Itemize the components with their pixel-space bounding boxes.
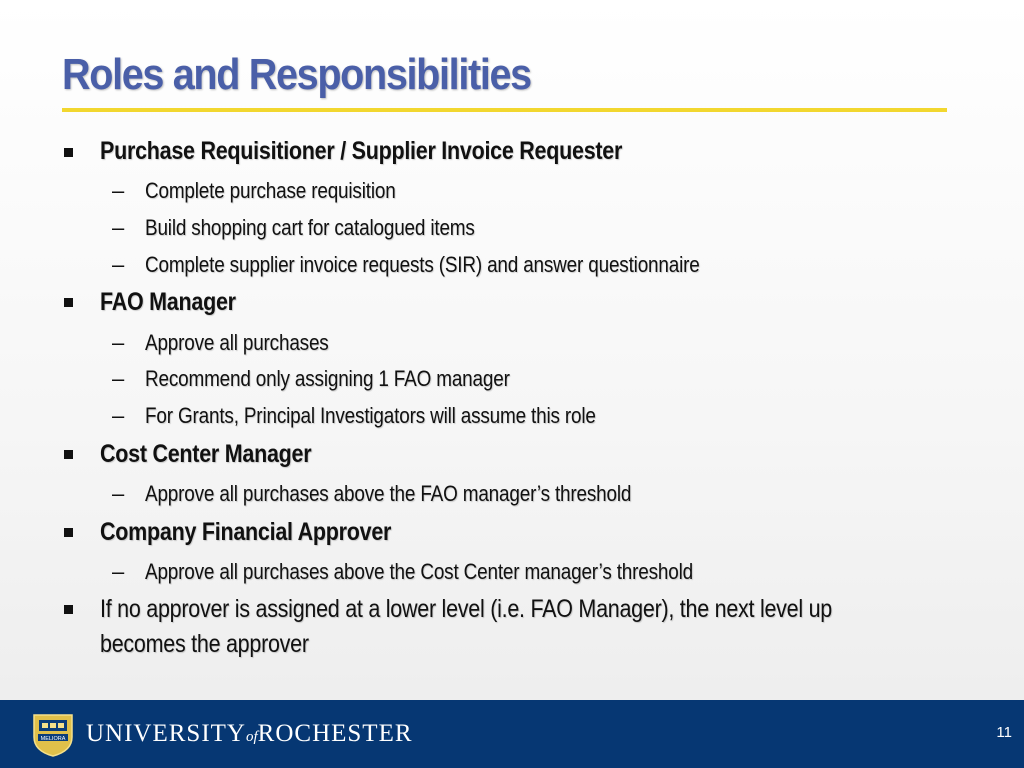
university-logo[interactable] [86,720,413,748]
dash-bullet-icon: – [112,330,125,355]
dash-bullet-icon: – [112,481,125,506]
dash-bullet-icon: – [112,215,125,240]
dash-bullet-icon: – [112,559,125,584]
list-item-heading: Purchase Requisitioner / Supplier Invoice Requester [100,137,623,165]
logo-rochester: ROCHESTER [257,720,413,747]
slide-title: Roles and Responsibilities [62,50,531,99]
list-item-heading: FAO Manager [100,288,236,316]
title-underline [62,108,947,112]
page-number: 11 [996,724,1012,741]
dash-bullet-icon: – [112,252,125,277]
list-item: Recommend only assigning 1 FAO manager [145,366,510,391]
list-item: Build shopping cart for catalogued items [145,215,475,240]
logo-of: of [246,729,258,745]
dash-bullet-icon: – [112,403,125,428]
square-bullet-icon [64,450,73,459]
dash-bullet-icon: – [112,178,125,203]
square-bullet-icon [64,605,73,614]
list-item: Complete supplier invoice requests (SIR) and answer questionnaire [145,252,700,277]
list-item-continuation: becomes the approver [100,630,309,658]
list-item: If no approver is assigned at a lower level (i.e. FAO Manager), the next level up [100,595,832,623]
list-item: Approve all purchases above the FAO manager’s threshold [145,481,632,506]
list-item-heading: Cost Center Manager [100,440,312,468]
dash-bullet-icon: – [112,366,125,391]
list-item: Approve all purchases [145,330,329,355]
list-item-heading: Company Financial Approver [100,518,392,546]
square-bullet-icon [64,528,73,537]
list-item: Approve all purchases above the Cost Center manager’s threshold [145,559,693,584]
list-item: Complete purchase requisition [145,178,396,203]
footer-bar [0,700,1024,768]
square-bullet-icon [64,298,73,307]
seal-text: MELIORA [40,736,66,742]
list-item: For Grants, Principal Investigators will assume this role [145,403,596,428]
university-seal-icon [30,711,76,757]
logo-university: UNIVERSITY [86,720,246,747]
square-bullet-icon [64,148,73,157]
